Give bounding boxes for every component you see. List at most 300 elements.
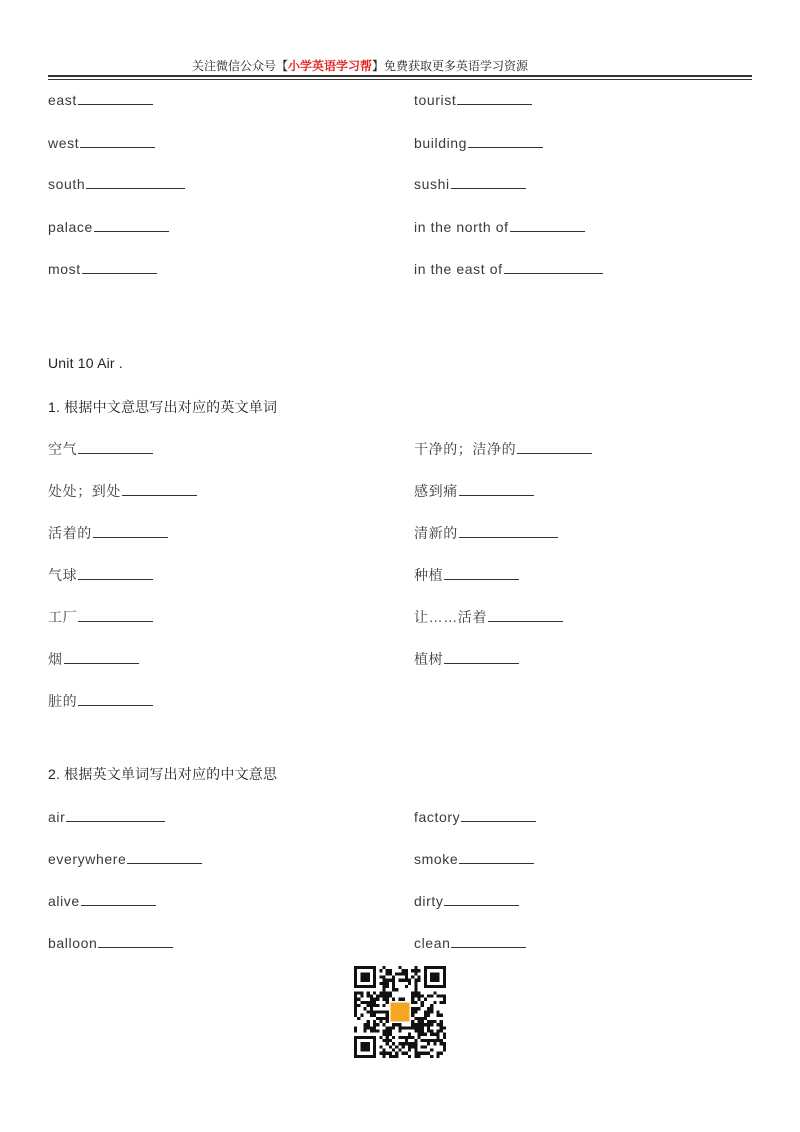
qr-module [421,1045,424,1048]
qr-module [430,1020,433,1023]
qr-module [389,969,392,972]
qr-module [417,1023,420,1026]
qr-module [443,1045,446,1048]
section2-heading: 2. 根据英文单词写出对应的中文意思 [48,766,278,782]
qr-module [389,979,392,982]
qr-module [417,1052,420,1055]
qr-module [398,979,401,982]
qr-module [383,976,386,979]
qr-module [386,979,389,982]
vocab-item: 感到痛 [414,482,534,500]
qr-module [405,972,408,975]
qr-module [417,1029,420,1032]
qr-module [417,976,420,979]
qr-module [443,995,446,998]
qr-module [411,1001,414,1004]
qr-module [395,1055,398,1058]
qr-module [364,1026,367,1029]
qr-module [414,1023,417,1026]
qr-module [427,1029,430,1032]
qr-module [376,995,379,998]
qr-module [389,995,392,998]
qr-module [398,998,401,1001]
qr-module [411,1014,414,1017]
vocab-item: everywhere [48,850,202,868]
vocab-item: west [48,134,155,152]
qr-module [386,995,389,998]
qr-module [436,1055,439,1058]
qr-module [389,1039,392,1042]
qr-module [357,991,360,994]
qr-module [430,1007,433,1010]
qr-module [430,1029,433,1032]
qr-module [411,1036,414,1039]
qr-module [436,1010,439,1013]
vocab-item: smoke [414,850,534,868]
qr-module [392,1055,395,1058]
qr-module [417,979,420,982]
qr-module [421,1023,424,1026]
qr-module [430,1004,433,1007]
answer-blank [457,103,532,105]
qr-module [411,969,414,972]
qr-module [414,1048,417,1051]
qr-module [398,1048,401,1051]
qr-module [440,1014,443,1017]
qr-module [427,1014,430,1017]
qr-module [373,1026,376,1029]
answer-blank [78,103,153,105]
vocab-item: 处处；到处 [48,482,197,500]
qr-module [411,1007,414,1010]
qr-module [417,1055,420,1058]
qr-module [354,1026,357,1029]
qr-module [354,1014,357,1017]
qr-module [379,1020,382,1023]
answer-blank [451,946,526,948]
qr-module [414,1045,417,1048]
qr-module [354,998,357,1001]
qr-module [386,1052,389,1055]
answer-blank [444,578,519,580]
answer-blank [459,494,534,496]
answer-blank [504,272,603,274]
qr-module [405,985,408,988]
qr-module [383,1017,386,1020]
qr-module [414,988,417,991]
qr-module [440,1052,443,1055]
qr-module [414,1029,417,1032]
qr-module [386,1020,389,1023]
qr-module [440,1001,443,1004]
qr-module [370,1001,373,1004]
qr-module [417,991,420,994]
answer-blank [468,146,543,148]
answer-blank [80,146,155,148]
qr-module [405,1039,408,1042]
qr-module [389,972,392,975]
qr-module [383,998,386,1001]
qr-module [398,1026,401,1029]
qr-module [414,1001,417,1004]
vocab-item: building [414,134,543,152]
qr-module [443,1048,446,1051]
answer-blank [510,230,585,232]
qr-module [373,1001,376,1004]
qr-module [392,982,395,985]
qr-module [421,1026,424,1029]
qr-module [383,1048,386,1051]
qr-module [389,1052,392,1055]
qr-module [367,995,370,998]
vocab-item: 空气 [48,440,153,458]
qr-module [354,1029,357,1032]
qr-module [373,1004,376,1007]
qr-module [433,1020,436,1023]
qr-module [430,1023,433,1026]
qr-module [386,982,389,985]
qr-module [386,1026,389,1029]
qr-module [402,998,405,1001]
qr-module [440,995,443,998]
qr-module [398,1036,401,1039]
qr-module [414,991,417,994]
qr-module [354,991,357,994]
qr-module [398,1023,401,1026]
qr-module [424,1017,427,1020]
qr-module [360,1001,363,1004]
answer-blank [459,536,558,538]
qr-module [421,1020,424,1023]
answer-blank [488,620,563,622]
qr-module [430,1055,433,1058]
qr-module [414,966,417,969]
qr-module [370,1014,373,1017]
qr-module [386,1033,389,1036]
qr-module [424,1023,427,1026]
qr-module [370,1026,373,1029]
qr-module [383,979,386,982]
qr-module [433,1033,436,1036]
qr-module [383,1023,386,1026]
qr-module [379,995,382,998]
qr-module [386,1014,389,1017]
qr-module [427,1042,430,1045]
qr-module [436,1029,439,1032]
qr-module [436,1023,439,1026]
qr-module [427,1007,430,1010]
qr-module [414,995,417,998]
qr-module [392,1026,395,1029]
qr-module [395,1045,398,1048]
vocab-item: tourist [414,91,532,109]
qr-module [417,1033,420,1036]
qr-module [367,1010,370,1013]
qr-module [370,1010,373,1013]
qr-module [373,998,376,1001]
qr-module [402,1052,405,1055]
qr-module [430,995,433,998]
answer-blank [78,452,153,454]
qr-module [367,1020,370,1023]
qr-module [440,1042,443,1045]
qr-module [427,1020,430,1023]
qr-module [427,995,430,998]
qr-module [383,982,386,985]
qr-module [436,995,439,998]
vocab-item: south [48,175,185,193]
qr-module [424,998,427,1001]
qr-module [411,1026,414,1029]
qr-module [386,1039,389,1042]
qr-module [443,1042,446,1045]
qr-module [383,1010,386,1013]
qr-module [411,1023,414,1026]
qr-module [402,972,405,975]
vocab-item: 植树 [414,650,519,668]
qr-module [414,1055,417,1058]
qr-module [398,1029,401,1032]
vocab-item: in the east of [414,260,603,278]
qr-module [367,991,370,994]
qr-module [405,1026,408,1029]
qr-module [392,1036,395,1039]
qr-module [392,988,395,991]
vocab-item: 让……活着 [414,608,563,626]
qr-module [405,1036,408,1039]
qr-module [395,988,398,991]
answer-blank [517,452,592,454]
qr-module [436,1033,439,1036]
vocab-item: in the north of [414,218,585,236]
qr-module [383,985,386,988]
qr-module [421,1039,424,1042]
vocab-item: 清新的 [414,524,558,542]
qr-module [367,1026,370,1029]
qr-module [440,1026,443,1029]
header-rule [48,75,752,77]
qr-module [379,976,382,979]
qr-module [443,1001,446,1004]
qr-module [389,1029,392,1032]
qr-module [379,1017,382,1020]
answer-blank [78,704,153,706]
answer-blank [451,187,526,189]
qr-module [383,1029,386,1032]
qr-module [386,985,389,988]
qr-module [421,1001,424,1004]
qr-module [440,1020,443,1023]
qr-module [408,1055,411,1058]
qr-module [411,1045,414,1048]
qr-module [417,995,420,998]
qr-module [354,1001,357,1004]
qr-module [408,1048,411,1051]
qr-module [421,1017,424,1020]
qr-module [402,969,405,972]
qr-module [402,1036,405,1039]
qr-module [386,998,389,1001]
qr-module [433,1039,436,1042]
answer-blank [82,272,157,274]
vocab-item: alive [48,892,156,910]
qr-module [421,1033,424,1036]
qr-module [421,1029,424,1032]
qr-module [386,1001,389,1004]
qr-module [360,995,363,998]
answer-blank [64,662,139,664]
qr-module [383,1052,386,1055]
qr-module [386,969,389,972]
qr-module [411,998,414,1001]
qr-module [364,1007,367,1010]
qr-module [383,1033,386,1036]
qr-module [443,1036,446,1039]
qr-module [357,1017,360,1020]
header-suffix: 】免费获取更多英语学习资源 [372,59,529,73]
qr-module [373,1020,376,1023]
qr-module [414,1017,417,1020]
qr-module [417,969,420,972]
qr-module [430,1048,433,1051]
qr-module [379,1010,382,1013]
qr-module [360,1014,363,1017]
qr-module [395,1052,398,1055]
qr-module [436,1052,439,1055]
qr-module [424,1052,427,1055]
qr-module [440,1023,443,1026]
qr-module [440,1039,443,1042]
qr-module [386,1042,389,1045]
qr-module [386,972,389,975]
vocab-item: 种植 [414,566,519,584]
qr-module [414,1007,417,1010]
qr-module [357,1004,360,1007]
answer-blank [86,187,185,189]
qr-module [392,985,395,988]
vocab-item: most [48,260,157,278]
qr-module [430,1033,433,1036]
qr-module [408,1036,411,1039]
vocab-item: sushi [414,175,526,193]
answer-blank [122,494,197,496]
qr-module [424,1033,427,1036]
qr-module [414,1010,417,1013]
answer-blank [66,820,165,822]
qr-module [421,995,424,998]
qr-module [379,982,382,985]
qr-module [386,991,389,994]
qr-module [411,991,414,994]
vocab-item: dirty [414,892,519,910]
qr-module [367,1004,370,1007]
qr-module [370,1007,373,1010]
qr-module [376,998,379,1001]
qr-module [411,1020,414,1023]
answer-blank [94,230,169,232]
answer-blank [444,662,519,664]
qr-module [379,991,382,994]
answer-blank [93,536,168,538]
qr-module [414,1039,417,1042]
header-rule-thin [48,79,752,80]
qr-module [424,1045,427,1048]
qr-module [392,998,395,1001]
qr-module [424,1010,427,1013]
qr-module [386,1029,389,1032]
qr-module [398,1042,401,1045]
vocab-item: east [48,91,153,109]
qr-module [433,1001,436,1004]
answer-blank [78,578,153,580]
qr-module [408,1042,411,1045]
page-header [192,58,528,74]
qr-module [424,1039,427,1042]
qr-module [392,979,395,982]
qr-module [379,1052,382,1055]
qr-module [443,1026,446,1029]
qr-module [408,982,411,985]
qr-module [433,1042,436,1045]
qr-module [408,1033,411,1036]
vocab-item: air [48,808,165,826]
qr-module [395,972,398,975]
vocab-item: 烟 [48,650,139,668]
qr-module [364,1001,367,1004]
qr-module [379,1036,382,1039]
answer-blank [459,862,534,864]
vocab-item: factory [414,808,536,826]
qr-module [389,1033,392,1036]
qr-module [427,1039,430,1042]
section1-heading: 1. 根据中文意思写出对应的英文单词 [48,399,278,415]
answer-blank [444,904,519,906]
vocab-item: 气球 [48,566,153,584]
qr-module [383,1039,386,1042]
qr-module [370,1029,373,1032]
qr-module [376,1010,379,1013]
qr-module [417,1026,420,1029]
qr-module [392,1042,395,1045]
qr-module [405,979,408,982]
qr-module [364,1029,367,1032]
qr-module [405,976,408,979]
qr-module [408,1026,411,1029]
qr-module [383,1055,386,1058]
qr-module [417,1007,420,1010]
qr-module [405,969,408,972]
qr-module [402,979,405,982]
qr-module [421,1052,424,1055]
qr-module [427,1023,430,1026]
qr-module [376,1004,379,1007]
qr-module [383,988,386,991]
qr-module [414,1052,417,1055]
qr-module [354,1010,357,1013]
qr-module [411,976,414,979]
qr-module [373,1023,376,1026]
vocab-item: 活着的 [48,524,168,542]
qr-module [376,1017,379,1020]
qr-module [360,991,363,994]
qr-module [424,1014,427,1017]
qr-module [408,979,411,982]
answer-blank [461,820,536,822]
qr-module [430,1010,433,1013]
qr-module [414,979,417,982]
qr-module [430,1039,433,1042]
qr-module [383,966,386,969]
